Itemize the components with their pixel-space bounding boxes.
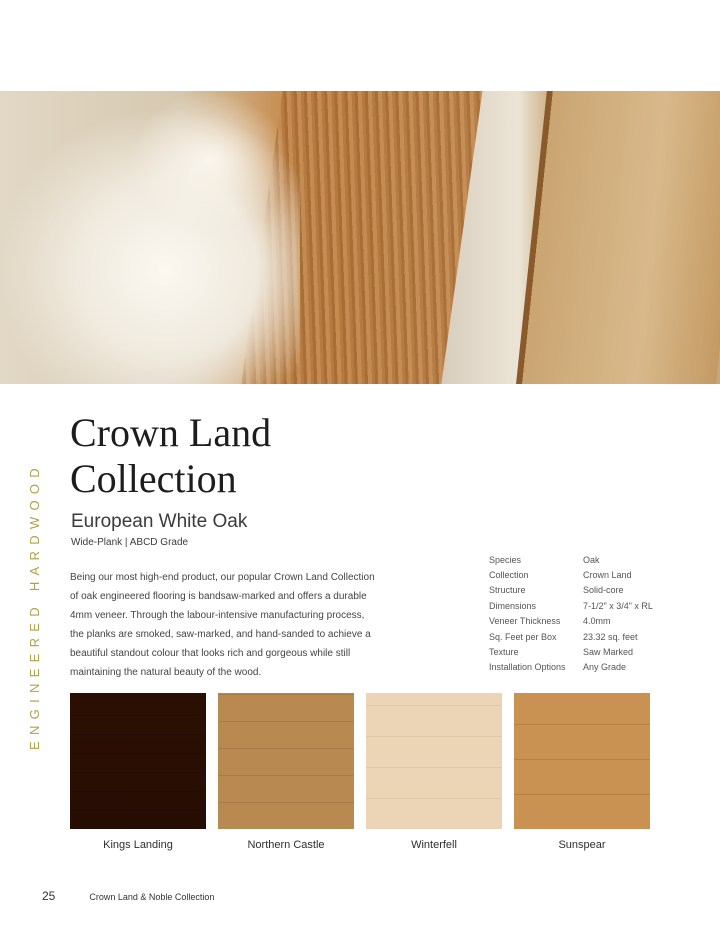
product-subtitle: European White Oak [71,511,248,532]
spec-value: Crown Land [583,570,632,581]
title-line-2: Collection [70,456,237,501]
swatch-name: Sunspear [558,839,606,851]
spec-row [489,629,653,644]
swatch-name: Winterfell [411,839,457,851]
spec-row [489,614,653,629]
spec-value: Solid-core [583,585,624,596]
spec-label: Species [489,554,522,565]
hero-image [0,91,720,384]
footer-text: Crown Land & Noble Collection [89,892,215,902]
spec-row [489,660,653,675]
product-description: Being our most high-end product, our popular Crown Land Collection of oak engineered flooring is bandsaw-marked and offers a durable 4mm veneer. Through the labour-intensive manufacturing process, the planks are smoked, saw-marked, and hand-sanded to achieve a beautiful standout colour that looks rich and gorgeous while still maintaining the natural beauty of the wood. [70,572,375,678]
swatch-image [218,693,354,829]
spec-value: Oak [583,554,600,565]
spec-value: Any Grade [583,662,627,673]
spec-label: Installation Options [489,662,566,673]
swatch-sunspear [514,693,650,851]
spec-label: Structure [489,585,526,596]
spec-label: Sq. Feet per Box [489,631,557,642]
swatch-winterfell [366,693,502,851]
spec-row [489,552,653,567]
swatch-gallery [70,693,650,851]
hero-carving-highlight [130,91,290,231]
swatch-name: Northern Castle [247,839,325,851]
swatch-northern-castle [218,693,354,851]
swatch-name: Kings Landing [103,839,173,851]
spec-label: Dimensions [489,600,537,611]
swatch-image [366,693,502,829]
hero-plank-right [511,91,720,384]
spec-label: Texture [489,647,519,658]
side-category-label: ENGINEERED HARDWOOD [27,462,42,750]
spec-label: Veneer Thickness [489,616,561,627]
spec-row [489,583,653,598]
spec-value: Saw Marked [583,647,634,658]
swatch-kings-landing [70,693,206,851]
page-number: 25 [42,889,56,903]
spec-value: 7-1/2" x 3/4" x RL [583,600,653,611]
spec-row [489,644,653,659]
spec-label: Collection [489,570,529,581]
page-title [70,410,271,502]
spec-row [489,567,653,582]
spec-row [489,598,653,613]
spec-value: 23.32 sq. feet [583,631,638,642]
spec-value: 4.0mm [583,616,611,627]
page-footer [42,889,214,903]
title-line-1: Crown Land [70,410,272,455]
swatch-image [70,693,206,829]
spec-table [489,552,653,675]
swatch-image [514,693,650,829]
product-grade: Wide-Plank | ABCD Grade [71,537,189,548]
